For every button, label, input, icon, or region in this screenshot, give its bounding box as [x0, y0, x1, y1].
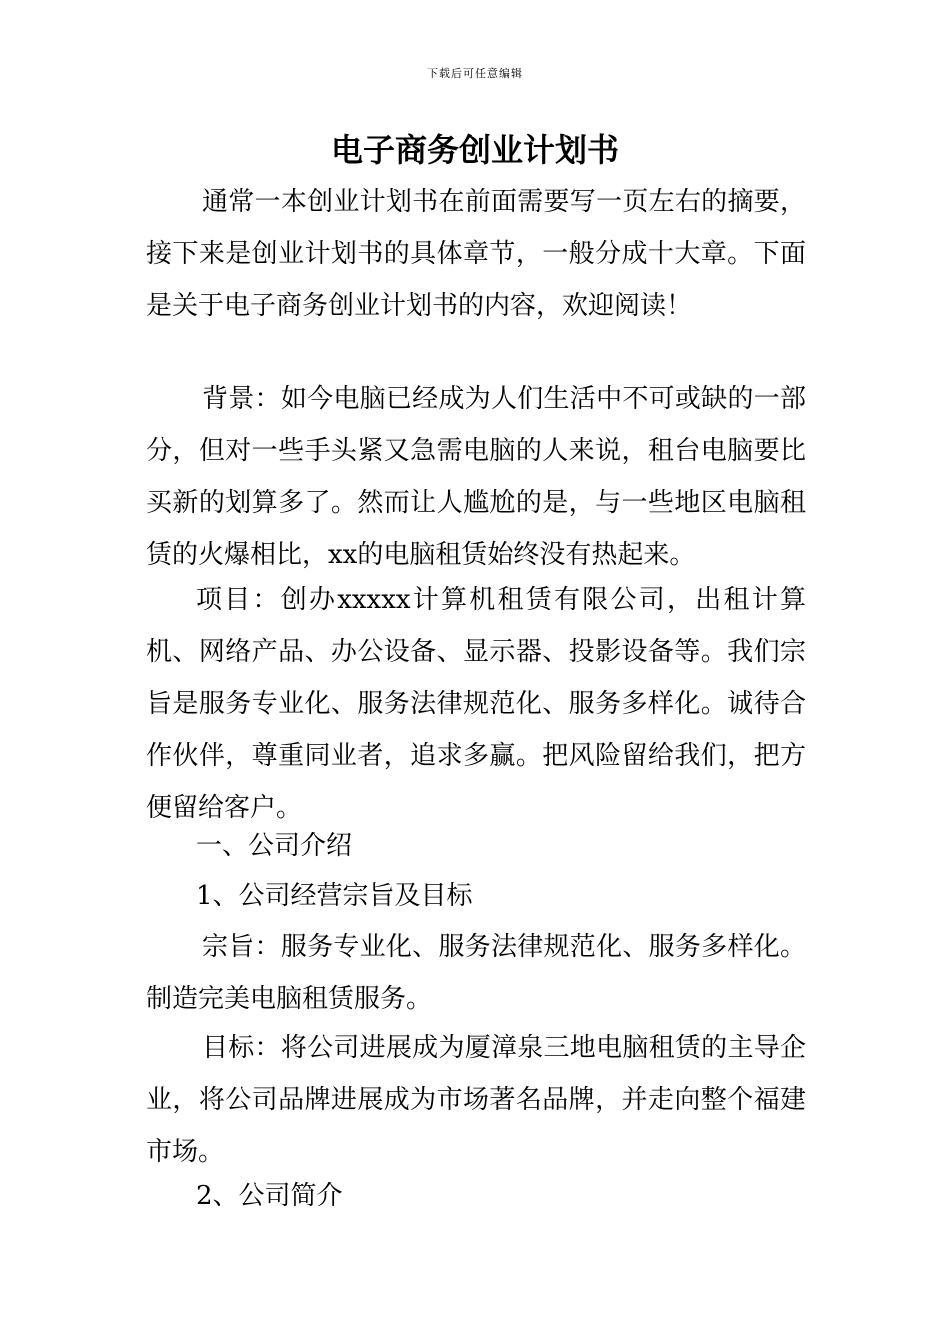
subsection-heading-purpose-goals: 1、公司经营宗旨及目标	[196, 881, 473, 911]
purpose-paragraph: 宗旨：服务专业化、服务法律规范化、服务多样化。制造完美电脑租赁服务。	[146, 932, 806, 1014]
background-paragraph: 背景：如今电脑已经成为人们生活中不可或缺的一部分，但对一些手头紧又急需电脑的人来说，租台电脑要比买新的划算多了。然而让人尴尬的是，与一些地区电脑租赁的火爆相比，xx的电脑租赁始终没有热起来。	[146, 384, 806, 570]
section-heading-company-intro: 一、公司介绍	[196, 831, 353, 861]
subsection-heading-company-profile: 2、公司简介	[196, 1181, 343, 1211]
goal-paragraph: 目标：将公司进展成为厦漳泉三地电脑租赁的主导企业，将公司品牌进展成为市场著名品牌，并走向整个福建市场。	[146, 1033, 806, 1167]
header-note: 下载后可任意编辑	[427, 67, 523, 80]
document-title: 电子商务创业计划书	[330, 131, 619, 169]
intro-paragraph: 通常一本创业计划书在前面需要写一页左右的摘要，接下来是创业计划书的具体章节，一般分成十大章。下面是关于电子商务创业计划书的内容，欢迎阅读！	[146, 187, 806, 321]
project-paragraph: 项目：创办xxxxx计算机租赁有限公司，出租计算机、网络产品、办公设备、显示器、投影设备等。我们宗旨是服务专业化、服务法律规范化、服务多样化。诚待合作伙伴，尊重同业者，追求多赢。把风险留给我们，把方便留给客户。	[146, 585, 806, 823]
